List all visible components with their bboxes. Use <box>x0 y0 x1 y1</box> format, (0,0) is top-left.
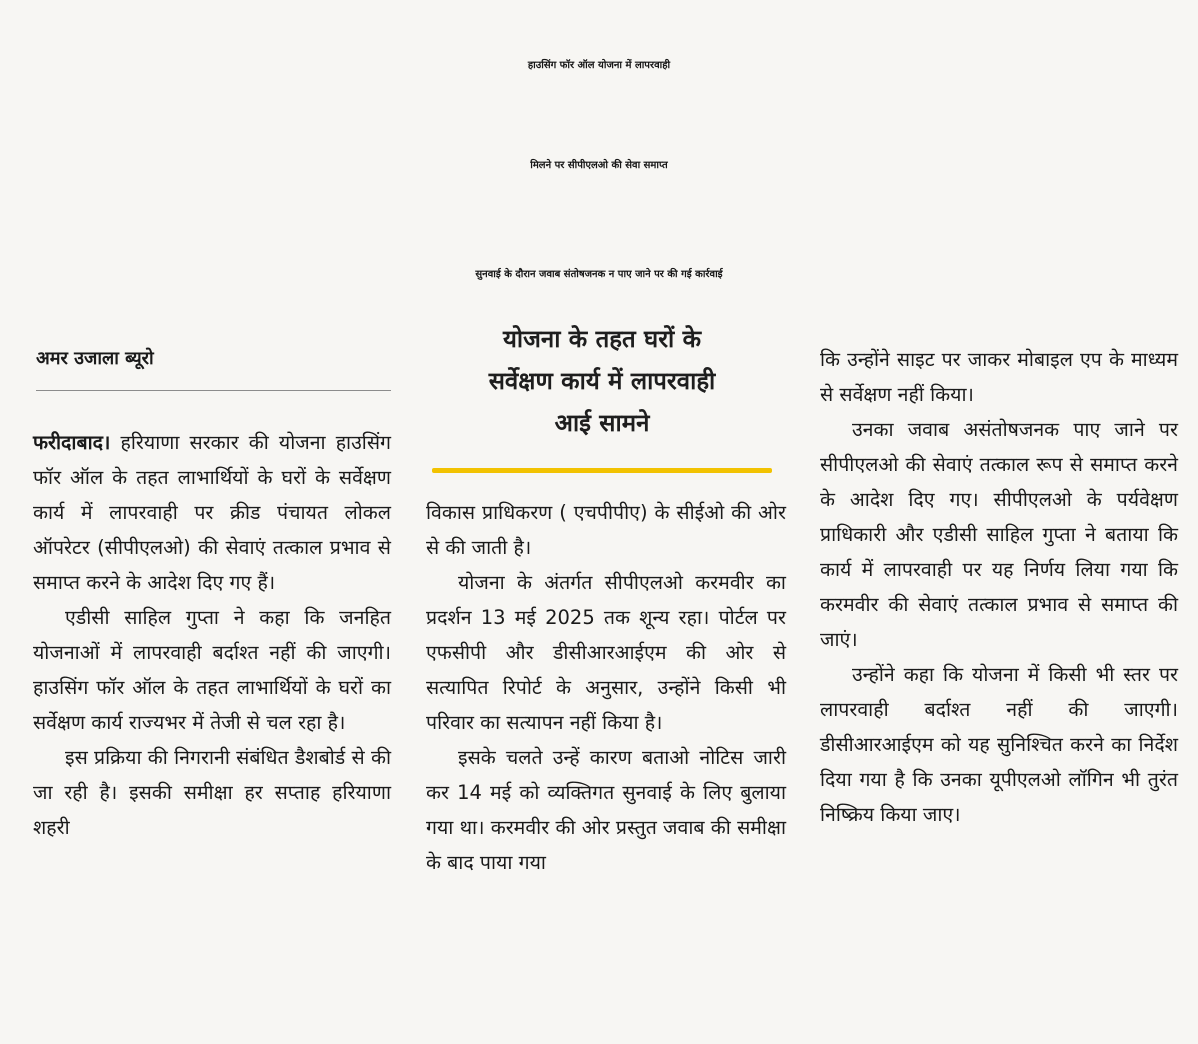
paragraph: उन्होंने कहा कि योजना में किसी भी स्तर पर लापरवाही बर्दाश्त नहीं की जाएगी। डीसीआरआईएम को यह सुनिश्चित करने का निर्देश दिया गया है कि उनका यूपीएलओ लॉगिन भी तुरंत निष्क्रिय किया जाए। <box>820 663 1178 826</box>
article-column-3 <box>820 342 1178 832</box>
byline: अमर उजाला ब्यूरो <box>36 344 391 391</box>
paragraph: एडीसी साहिल गुप्ता ने कहा कि जनहित योजनाओं में लापरवाही बर्दाश्त नहीं की जाएगी। हाउसिंग फॉर ऑल के तहत लाभार्थियों के घरों का सर्वेक्षण कार्य राज्यभर में तेजी से चल रहा है। <box>33 606 391 734</box>
highlight-line-3: आई सामने <box>554 409 650 437</box>
highlight-box <box>432 318 772 444</box>
paragraph <box>33 425 391 600</box>
article-column-1 <box>33 425 391 845</box>
highlight-divider <box>432 468 772 473</box>
subheadline: सुनवाई के दौरान जवाब संतोषजनक न पाए जाने पर की गई कार्रवाई <box>475 269 723 280</box>
highlight-line-1: योजना के तहत घरों के <box>502 325 702 353</box>
paragraph-text: हरियाणा सरकार की योजना हाउसिंग फॉर ऑल के तहत लाभार्थियों के घरों के सर्वेक्षण कार्य में लापरवाही पर क्रीड पंचायत लोकल ऑपरेटर (सीपीएलओ) की सेवाएं तत्काल प्रभाव से समाप्त करने के आदेश दिए गए हैं। <box>33 431 392 594</box>
paragraph: इस प्रक्रिया की निगरानी संबंधित डैशबोर्ड से की जा रही है। इसकी समीक्षा हर सप्ताह हरियाणा शहरी <box>33 746 391 839</box>
article-column-2 <box>426 495 786 880</box>
paragraph: इसके चलते उन्हें कारण बताओ नोटिस जारी कर 14 मई को व्यक्तिगत सुनवाई के लिए बुलाया गया था। करमवीर की ओर प्रस्तुत जवाब की समीक्षा के बाद पाया गया <box>426 746 786 874</box>
paragraph: उनका जवाब असंतोषजनक पाए जाने पर सीपीएलओ की सेवाएं तत्काल रूप से समाप्त करने के आदेश दिए गए। सीपीएलओ के पर्यवेक्षण प्राधिकारी और एडीसी साहिल गुप्ता ने बताया कि कार्य में लापरवाही पर यह निर्णय लिया गया कि करमवीर की सेवाएं तत्काल प्रभाव से समाप्त की जाएं। <box>820 418 1178 651</box>
dateline: फरीदाबाद। <box>33 431 111 454</box>
paragraph: विकास प्राधिकरण ( एचपीपीए) के सीईओ की ओर से की जाती है। <box>426 501 786 559</box>
highlight-line-2: सर्वेक्षण कार्य में लापरवाही <box>488 367 716 395</box>
paragraph: योजना के अंतर्गत सीपीएलओ करमवीर का प्रदर्शन 13 मई 2025 तक शून्य रहा। पोर्टल पर एफसीपी और डीसीआरआईएम की ओर से सत्यापित रिपोर्ट के अनुसार, उन्होंने किसी भी परिवार का सत्यापन नहीं किया है। <box>426 571 786 734</box>
headline-line-1: हाउसिंग फॉर ऑल योजना में लापरवाही <box>527 60 671 71</box>
paragraph: कि उन्होंने साइट पर जाकर मोबाइल एप के माध्यम से सर्वेक्षण नहीं किया। <box>820 348 1178 406</box>
headline-line-2: मिलने पर सीपीएलओ की सेवा समाप्त <box>530 160 668 171</box>
